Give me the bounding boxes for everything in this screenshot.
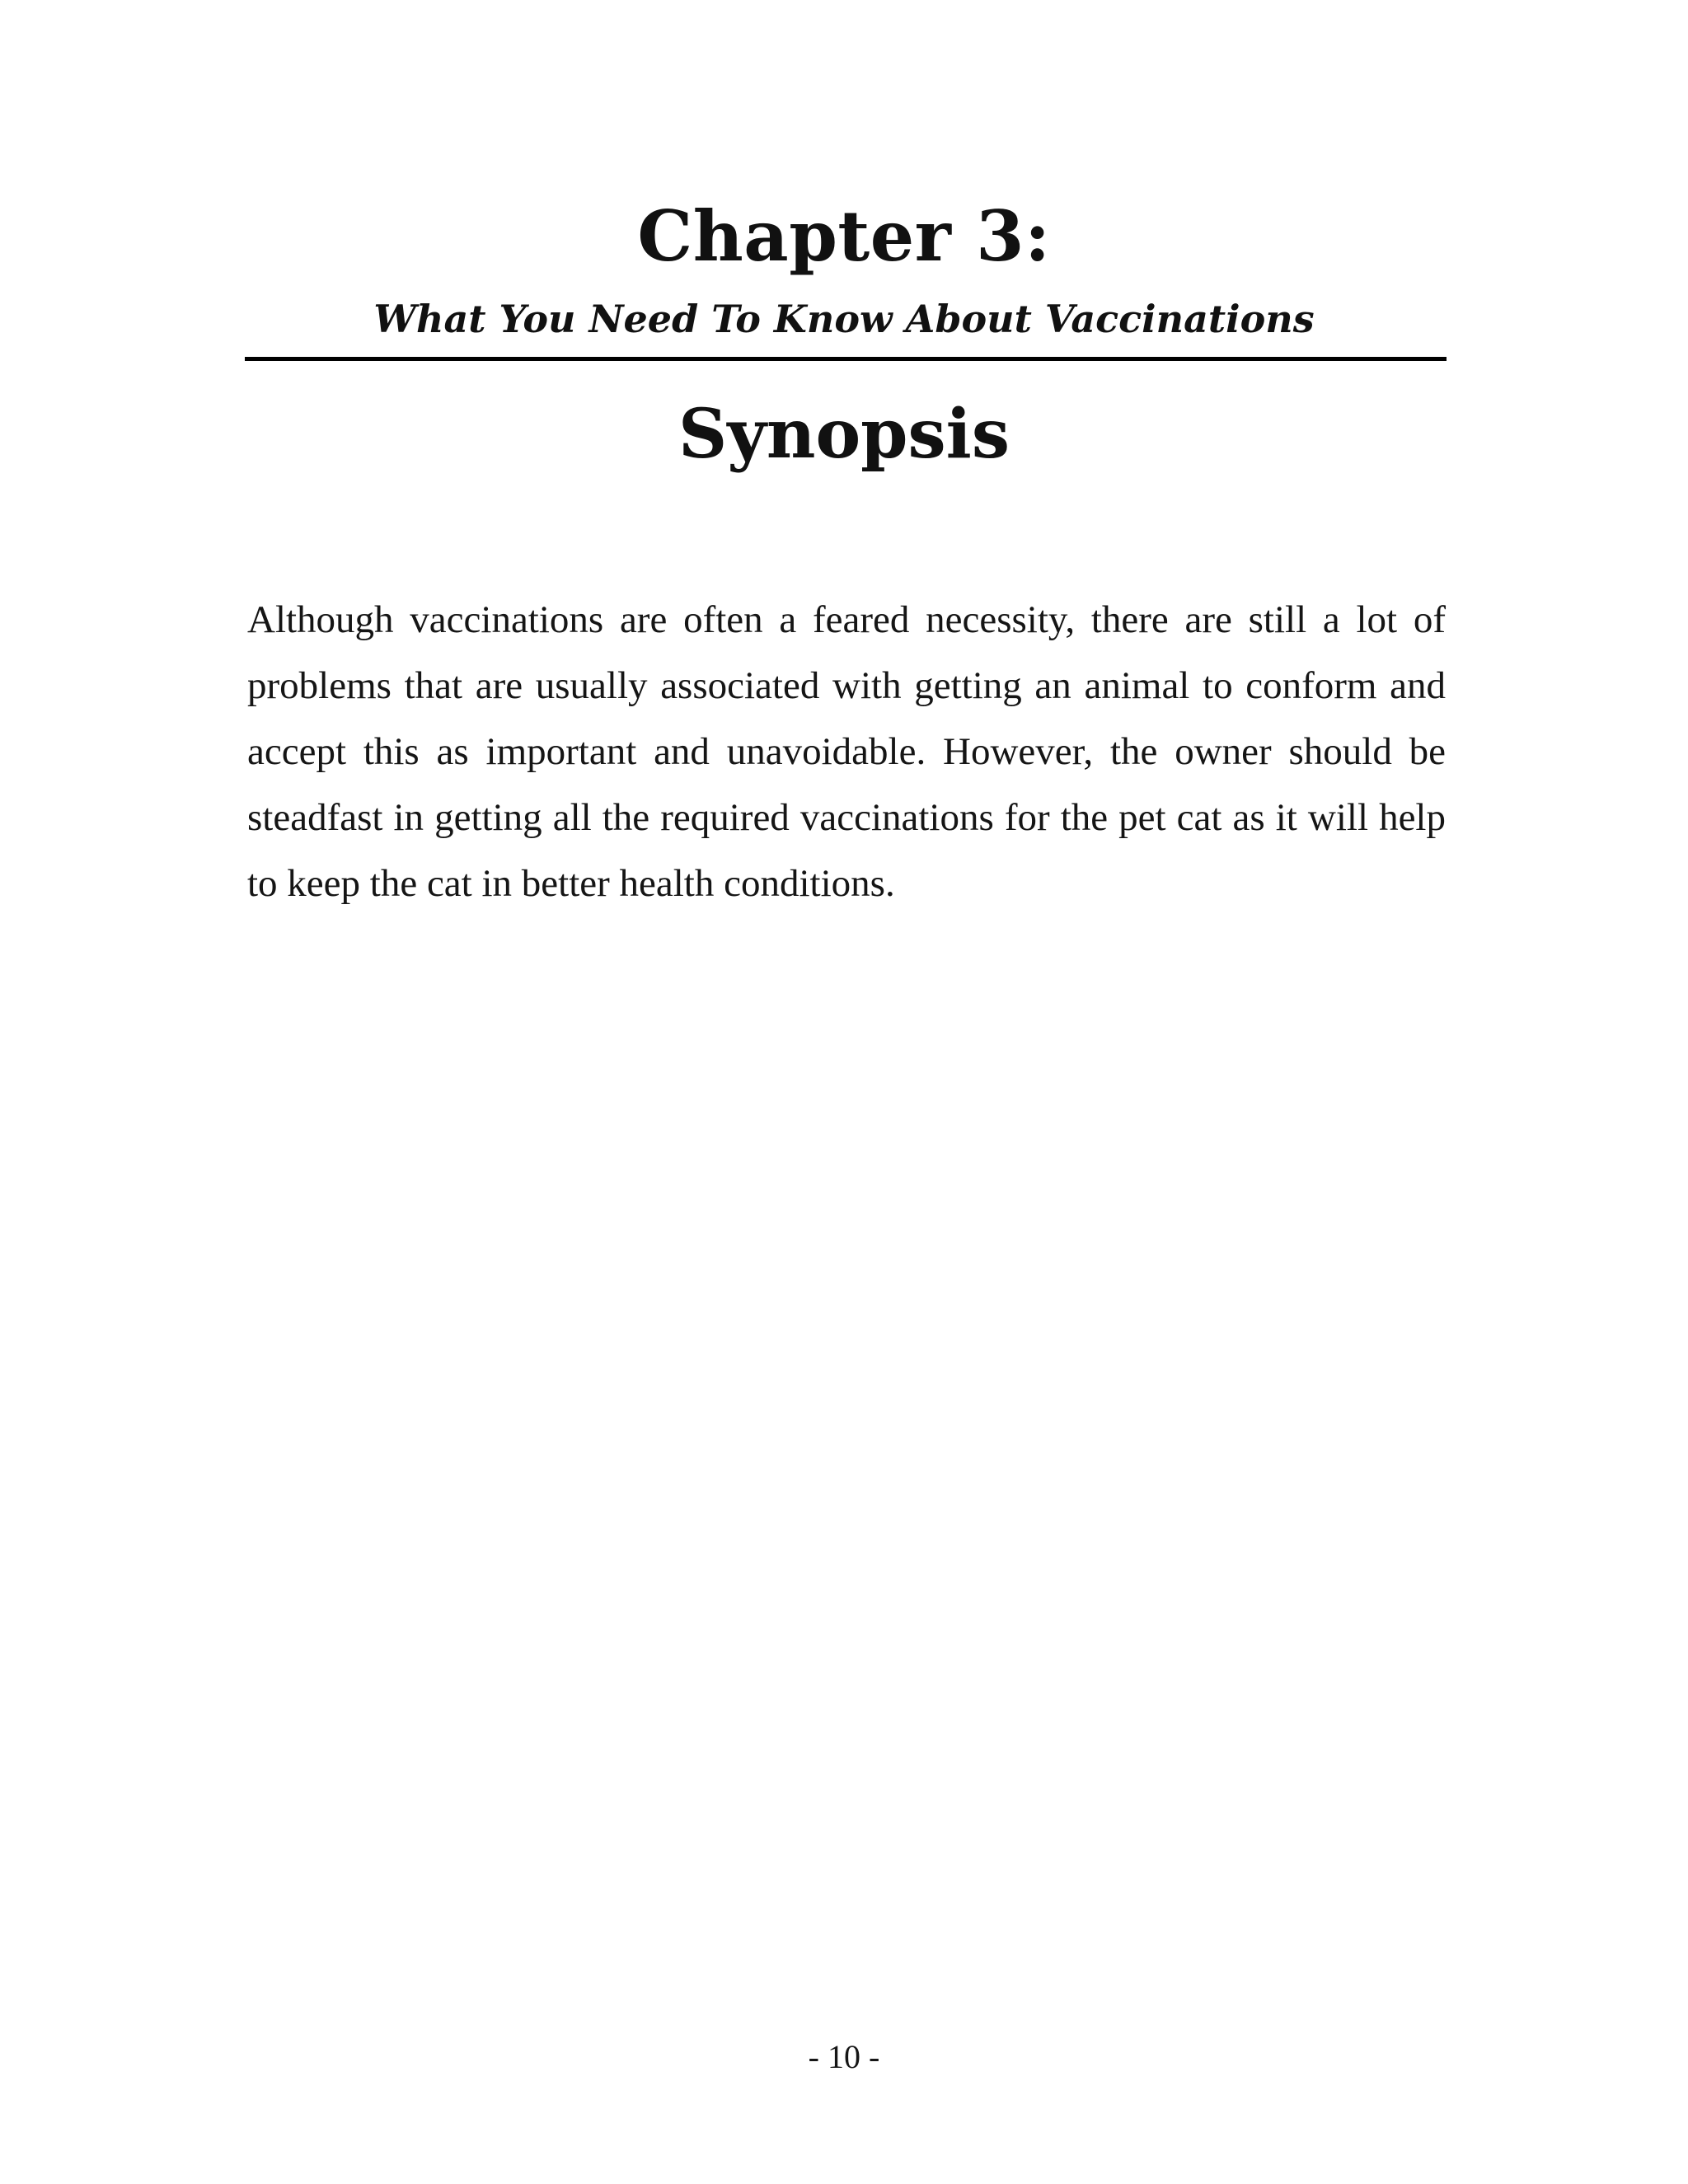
title-divider bbox=[245, 357, 1447, 361]
chapter-subtitle: What You Need To Know About Vaccinations bbox=[373, 297, 1315, 341]
page-number: - 10 - bbox=[808, 2038, 880, 2075]
chapter-title: Chapter 3: bbox=[637, 195, 1051, 277]
section-title: Synopsis bbox=[678, 395, 1010, 474]
synopsis-paragraph: Although vaccinations are often a feared necessity, there are still a lot of problems that are usually associated with getting an animal to conform and accept this as important and unavoidable. However, the owner should be steadfast in getting all the required vaccinations for the pet cat as it will help to keep the cat in better health conditions. bbox=[247, 598, 1446, 905]
